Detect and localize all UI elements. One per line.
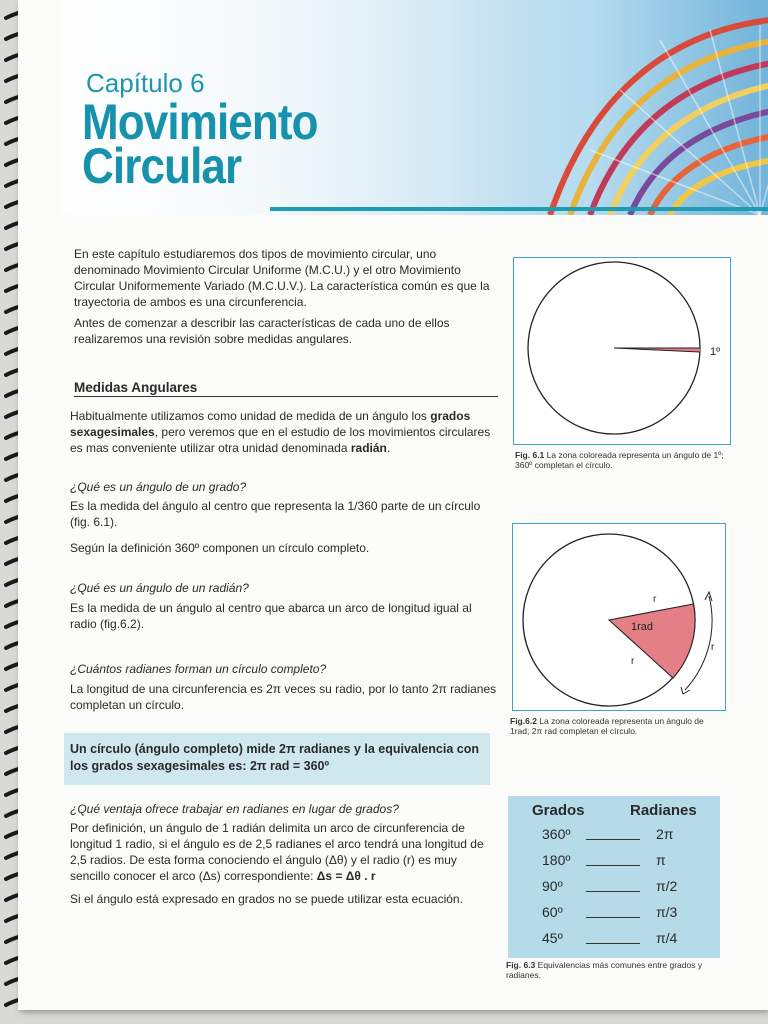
- table-row: [508, 876, 720, 900]
- question-2: ¿Qué es un ángulo de un radián?: [70, 581, 249, 595]
- answer-3: La longitud de una circunferencia es 2π veces su radio, por lo tanto 2π radianes completan un círculo.: [70, 682, 497, 712]
- answer-2: Es la medida de un ángulo al centro que abarca un arco de longitud igual al radio (fig.6.2).: [70, 601, 472, 631]
- table-row: [508, 928, 720, 952]
- title-line-1: Movimiento: [82, 94, 318, 150]
- answer-1: Es la medida del ángulo al centro que representa la 1/360 parte de un círculo (fig. 6.1).: [70, 499, 481, 529]
- intro-paragraph-2: Antes de comenzar a describir las características de cada uno de ellos realizaremos una revisión sobre medidas angulares.: [74, 316, 450, 346]
- degree-value: 90º: [542, 878, 563, 894]
- one-degree-diagram: [514, 258, 730, 444]
- degree-value: 180º: [542, 852, 571, 868]
- figure-6-2: [512, 523, 726, 711]
- figure-6-3-caption: Fig. 6.3 Equivalencias más comunes entre grados y radianes.: [506, 960, 703, 980]
- angle-label: 1º: [710, 346, 721, 358]
- arc-formula: Δs = Δθ . r: [316, 869, 376, 883]
- figure-6-2-caption: Fig.6.2 La zona coloreada representa un ángulo de 1rad; 2π rad completan el círculo.: [510, 716, 704, 736]
- radian-value: π/2: [656, 878, 678, 894]
- fill-line: [586, 839, 640, 840]
- section-heading: Medidas Angulares: [74, 380, 498, 397]
- equivalence-table: [508, 796, 720, 958]
- radian-value: π/3: [656, 904, 678, 920]
- answer-4b: Si el ángulo está expresado en grados no se puede utilizar esta ecuación.: [70, 892, 463, 906]
- key-fact-text: Un círculo (ángulo completo) mide 2π radianes y la equivalencia con los grados sexagesimales es: 2π rad = 360º: [70, 742, 479, 773]
- degree-value: 45º: [542, 930, 563, 946]
- answer-4: Por definición, un ángulo de 1 radián delimita un arco de circunferencia de longitud 1 radio, si el ángulo es de 2,5 radianes el arco tendrá una longitud de 2,5 radios. De esta forma conociendo el ángulo (Δθ) y el radio (r) es muy sencillo conocer el arco (Δs) correspondiente: Δs = Δθ . r: [70, 821, 484, 883]
- radian-value: π/4: [656, 930, 678, 946]
- answer-1b: Según la definición 360º componen un círculo completo.: [70, 541, 370, 555]
- arc-label: r: [711, 642, 715, 653]
- fill-line: [586, 943, 640, 944]
- table-row: [508, 824, 720, 848]
- radius-label-top: r: [653, 594, 657, 605]
- radian-value: π: [656, 852, 666, 868]
- radian-value: 2π: [656, 826, 674, 842]
- key-fact-box: [64, 733, 490, 785]
- fill-line: [586, 891, 640, 892]
- one-radian-diagram: [513, 524, 725, 710]
- table-row: [508, 902, 720, 926]
- radius-label-bottom: r: [631, 656, 635, 667]
- banner-rule: [270, 207, 768, 211]
- question-1: ¿Qué es un ángulo de un grado?: [70, 480, 247, 494]
- question-3: ¿Cuántos radianes forman un círculo completo?: [70, 662, 327, 676]
- radian-label: 1rad: [631, 621, 654, 633]
- figure-6-1-caption: Fig. 6.1 La zona coloreada representa un ángulo de 1º; 360º completan el círculo.: [515, 450, 724, 470]
- degree-value: 360º: [542, 826, 571, 842]
- figure-6-1: [513, 257, 731, 445]
- chapter-title: [82, 94, 318, 194]
- table-header-radianes: Radianes: [630, 802, 697, 819]
- fill-line: [586, 917, 640, 918]
- question-4: ¿Qué ventaja ofrece trabajar en radianes en lugar de grados?: [70, 802, 399, 816]
- fill-line: [586, 865, 640, 866]
- table-row: [508, 850, 720, 874]
- intro-text: [74, 246, 502, 352]
- chapter-label: Capítulo 6: [86, 68, 205, 98]
- degree-value: 60º: [542, 904, 563, 920]
- intro-paragraph-1: En este capítulo estudiaremos dos tipos de movimiento circular, uno denominado Movimiento Circular Uniforme (M.C.U.) y el otro Movimiento Circular Uniformemente Variado (M.C.U.V.). La característica común es que la trayectoria de ambos es una circunferencia.: [74, 247, 490, 309]
- title-line-2: Circular: [82, 138, 242, 194]
- section-paragraph: Habitualmente utilizamos como unidad de medida de un ángulo los grados sexagesimales, pero veremos que en el estudio de los movimientos circulares es mas conveniente utilizar otra unidad denominada radián.: [70, 409, 491, 455]
- table-header-grados: Grados: [532, 802, 585, 819]
- ferris-wheel-photo: [460, 0, 768, 215]
